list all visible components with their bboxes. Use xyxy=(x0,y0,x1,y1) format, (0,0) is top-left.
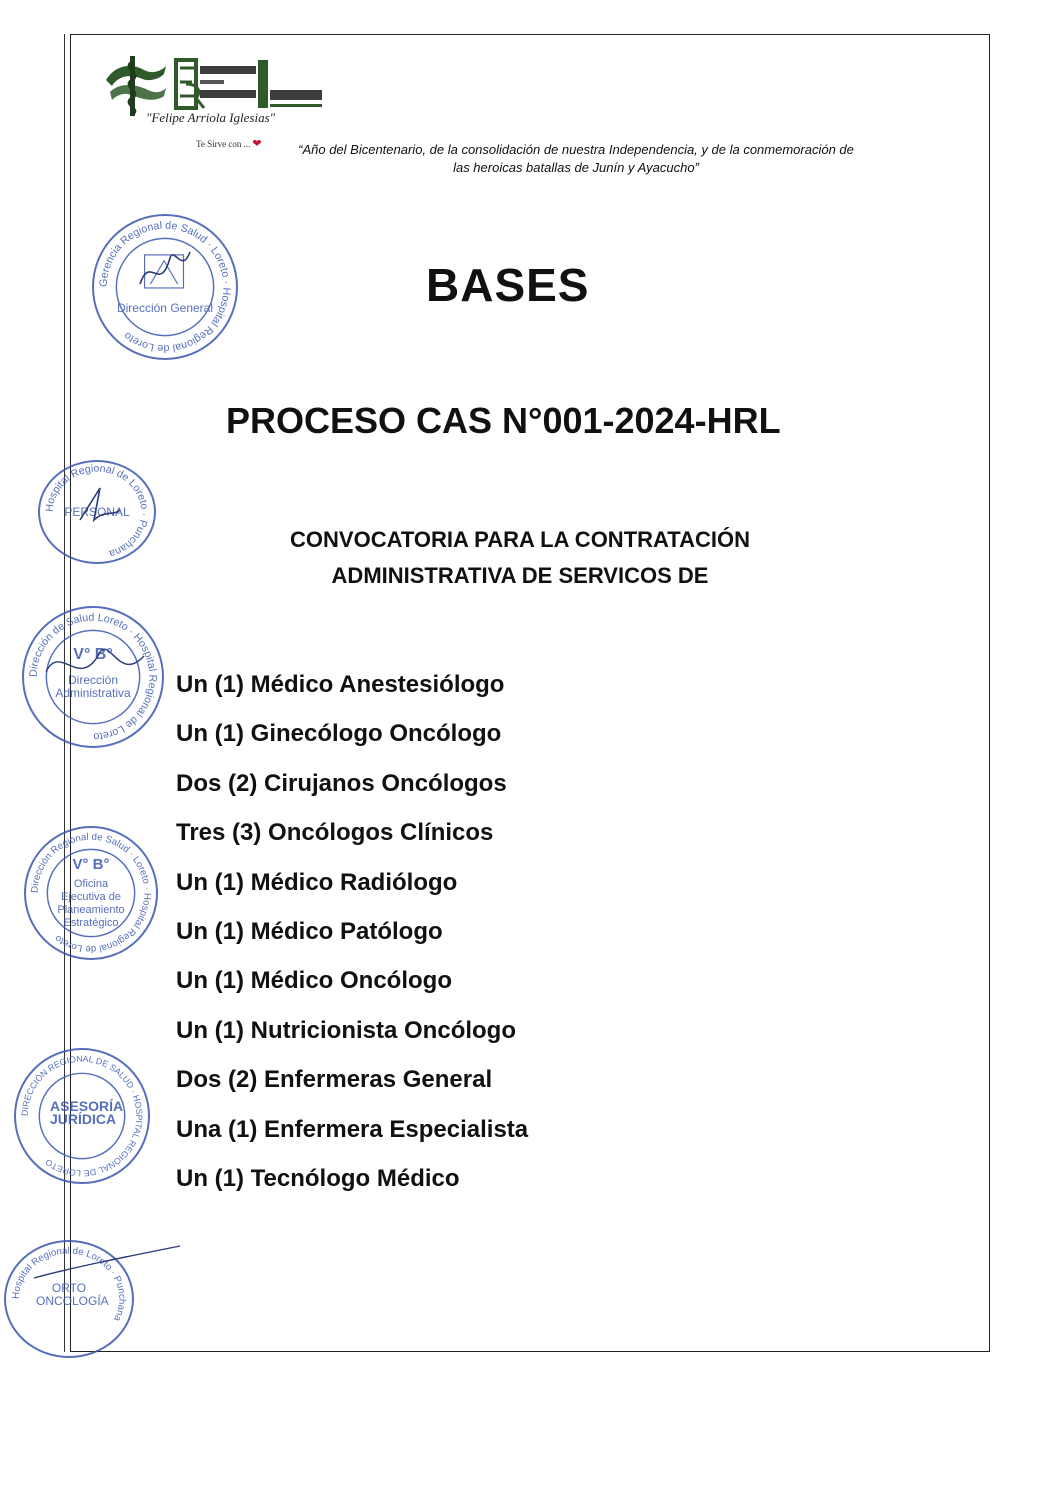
year-motto: “Año del Bicentenario, de la consolidación de nuestra Independencia, y de la conmemoración de las heroicas batallas de Junín y Ayacucho” xyxy=(298,142,854,175)
signature-scribble-3 xyxy=(40,632,150,702)
position-item: Un (1) Médico Radiólogo xyxy=(176,868,458,896)
signature-scribble-4 xyxy=(30,1238,190,1298)
stamp-ring-text: Dirección Regional de Salud · Loreto · Hospital Regional de Loreto xyxy=(29,831,153,955)
position-item: Una (1) Enfermera Especialista xyxy=(176,1115,529,1143)
subtitle-line-1: CONVOCATORIA PARA LA CONTRATACIÓN xyxy=(290,527,750,552)
position-item: Dos (2) Enfermeras General xyxy=(176,1066,493,1094)
signature-scribble-2 xyxy=(70,480,130,530)
convocatoria-subtitle xyxy=(230,522,810,594)
heart-icon: ❤ xyxy=(252,138,262,150)
position-item: Un (1) Nutricionista Oncólogo xyxy=(176,1016,516,1044)
stamp-vobo: V° B° xyxy=(73,646,113,663)
position-item: Tres (3) Oncólogos Clínicos xyxy=(176,819,494,847)
stamp-planeamiento xyxy=(24,826,158,960)
stamp-ring-text: Hospital Regional de Loreto · Punchana xyxy=(43,462,151,560)
process-number: PROCESO CAS N°001-2024-HRL xyxy=(226,400,781,441)
position-item: Dos (2) Cirujanos Oncólogos xyxy=(176,769,507,797)
position-item: Un (1) Ginecólogo Oncólogo xyxy=(176,720,502,748)
positions-list xyxy=(176,660,528,1203)
position-item: Un (1) Tecnólogo Médico xyxy=(176,1164,460,1192)
position-item: Un (1) Médico Oncólogo xyxy=(176,967,452,995)
hr-monogram-icon xyxy=(174,58,324,110)
position-item: Un (1) Médico Anestesiólogo xyxy=(176,671,505,698)
stamp-center-text: Oficina Ejecutiva de Planeamiento Estratégico xyxy=(57,878,125,929)
document-title: BASES xyxy=(426,259,590,311)
hospital-tagline xyxy=(196,137,262,150)
signature-scribble-1 xyxy=(130,234,200,304)
position-item: Un (1) Médico Patólogo xyxy=(176,917,443,945)
stamp-center-text: Dirección Administrativa xyxy=(55,673,131,700)
stamp-center-text: PERSONAL xyxy=(64,505,130,519)
hospital-name: "Felipe Arriola Iglesias" xyxy=(146,110,276,125)
stamp-vobo: V° B° xyxy=(72,856,110,873)
tagline-text: Te Sirve con ... xyxy=(196,139,251,149)
stamp-center-text: ORTO ONCOLOGÍA xyxy=(36,1281,109,1308)
stamp-center-text: Dirección General xyxy=(116,301,214,315)
stamp-ring-text: Gerencia Regional de Salud · Loreto · Hospital Regional de Loreto xyxy=(97,219,233,355)
stamp-asesoria-juridica xyxy=(14,1048,150,1184)
stamp-ring-text: Hospital Regional de Loreto · Punchana xyxy=(10,1245,128,1323)
caduceus-icon xyxy=(100,52,170,118)
stamp-center-text: ASESORÍA JURÍDICA xyxy=(50,1098,124,1127)
subtitle-line-2: ADMINISTRATIVA DE SERVICOS DE xyxy=(331,563,709,588)
stamp-ring-text: DIRECCIÓN REGIONAL DE SALUD · HOSPITAL REGIONAL DE LORETO xyxy=(19,1053,145,1179)
stamp-ring-text: Dirección de Salud Loreto · Hospital Regional de Loreto xyxy=(27,611,159,743)
